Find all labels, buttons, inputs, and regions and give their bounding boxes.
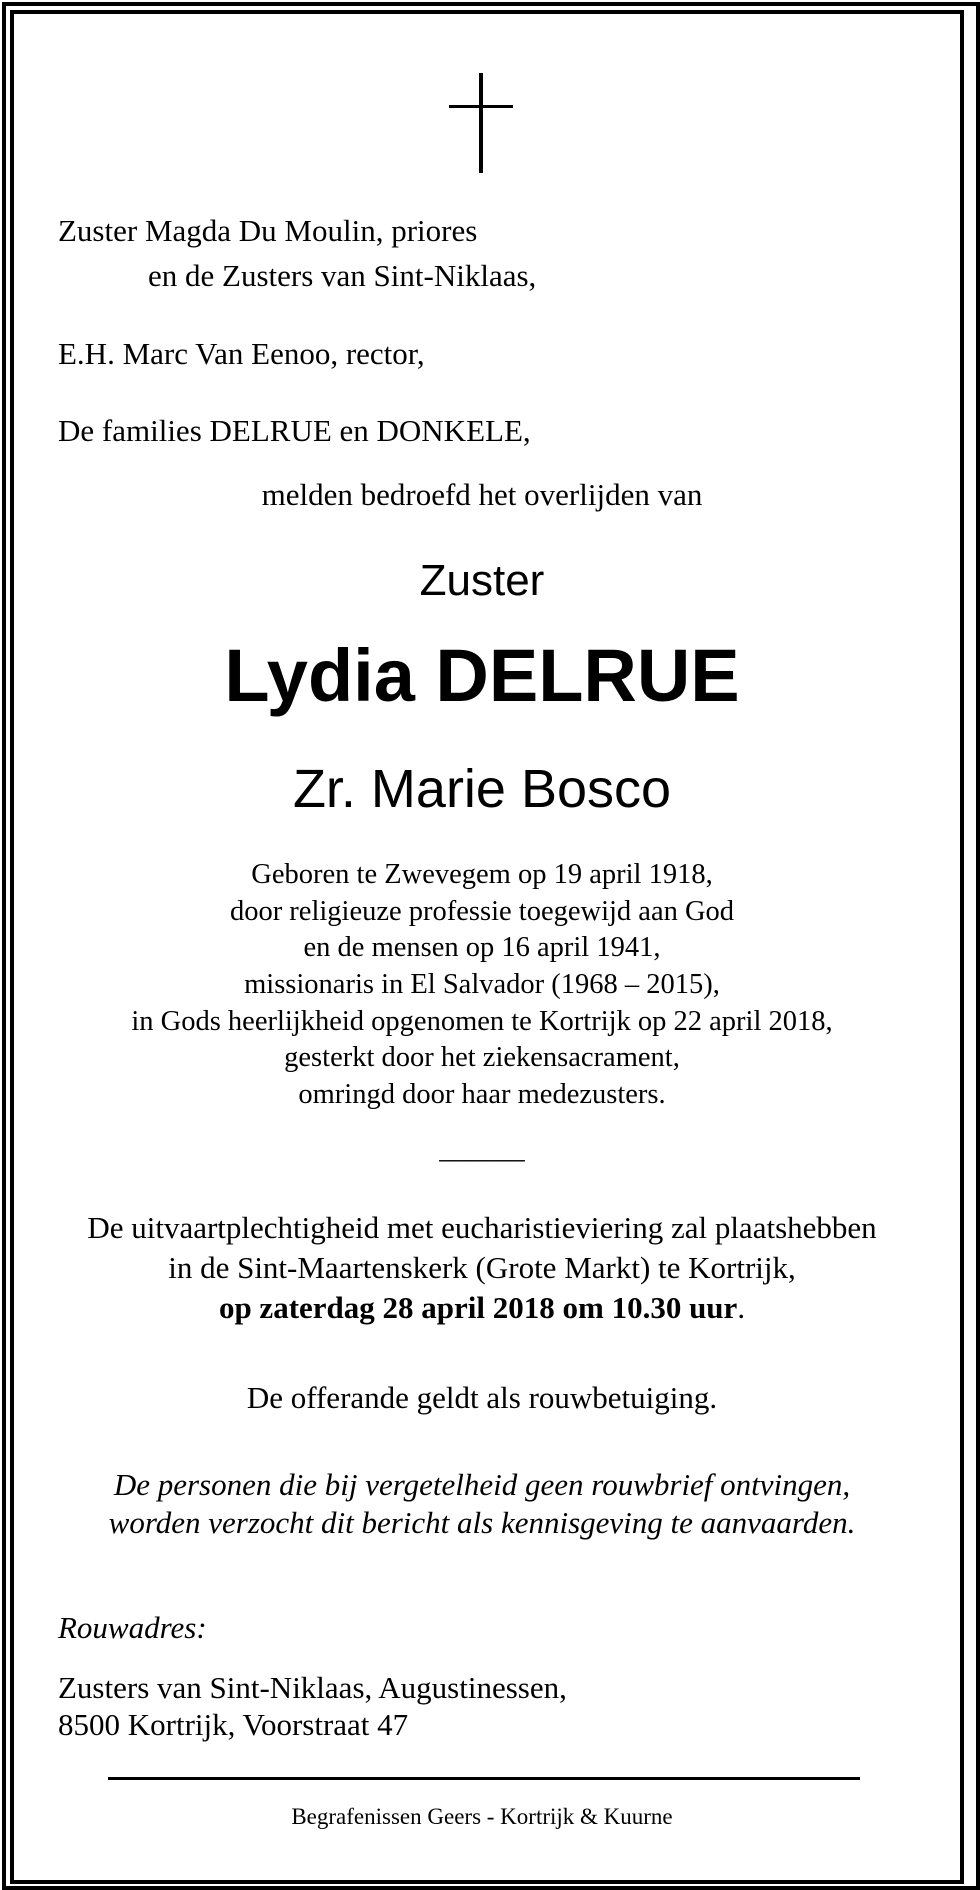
funeral-line-2: in de Sint-Maartenskerk (Grote Markt) te Kortrijk, xyxy=(168,1250,796,1285)
bio-line-2: door religieuze professie toegewijd aan God xyxy=(229,896,735,927)
offering: De offerande geldt als rouwbetuiging. xyxy=(246,1380,718,1415)
announcer-line-2: en de Zusters van Sint-Niklaas, xyxy=(148,258,537,293)
religious-name: Zr. Marie Bosco xyxy=(292,759,672,819)
announcer-line-4: De families DELRUE en DONKELE, xyxy=(58,413,531,448)
disclaimer-line-2: worden verzocht dit bericht als kennisgeving te aanvaarden. xyxy=(108,1505,856,1540)
bio-line-5: in Gods heerlijkheid opgenomen te Kortrijk op 22 april 2018, xyxy=(131,1006,833,1037)
footer-divider xyxy=(108,1777,860,1780)
deceased-title: Zuster xyxy=(419,556,545,605)
bio-line-7: omringd door haar medezusters. xyxy=(298,1079,666,1110)
bio-line-6: gesterkt door het ziekensacrament, xyxy=(284,1042,680,1073)
funeral-datetime: op zaterdag 28 april 2018 om 10.30 uur xyxy=(218,1290,738,1325)
disclaimer-line-1: De personen die bij vergetelheid geen rouwbrief ontvingen, xyxy=(113,1467,851,1502)
funeral-line-1: De uitvaartplechtigheid met eucharistieviering zal plaatshebben xyxy=(87,1210,877,1245)
bio-line-1: Geboren te Zwevegem op 19 april 1918, xyxy=(251,859,713,890)
address-line-2: 8500 Kortrijk, Voorstraat 47 xyxy=(58,1707,409,1742)
address-line-1: Zusters van Sint-Niklaas, Augustinessen, xyxy=(58,1670,567,1705)
announcer-line-3: E.H. Marc Van Eenoo, rector, xyxy=(58,336,425,371)
funeral-datetime-end: . xyxy=(737,1290,746,1325)
address-label: Rouwadres: xyxy=(58,1610,207,1645)
bio-line-4: missionaris in El Salvador (1968 – 2015), xyxy=(244,969,720,1000)
deceased-name: Lydia DELRUE xyxy=(224,634,740,717)
funeral-datetime-line xyxy=(0,1290,964,1326)
footer-text: Begrafenissen Geers - Kortrijk & Kuurne xyxy=(291,1804,673,1829)
announcement: melden bedroefd het overlijden van xyxy=(261,477,703,512)
separator: ______ xyxy=(439,1134,525,1165)
announcer-line-1: Zuster Magda Du Moulin, priores xyxy=(58,213,478,248)
bio-line-3: en de mensen op 16 april 1941, xyxy=(303,932,661,963)
